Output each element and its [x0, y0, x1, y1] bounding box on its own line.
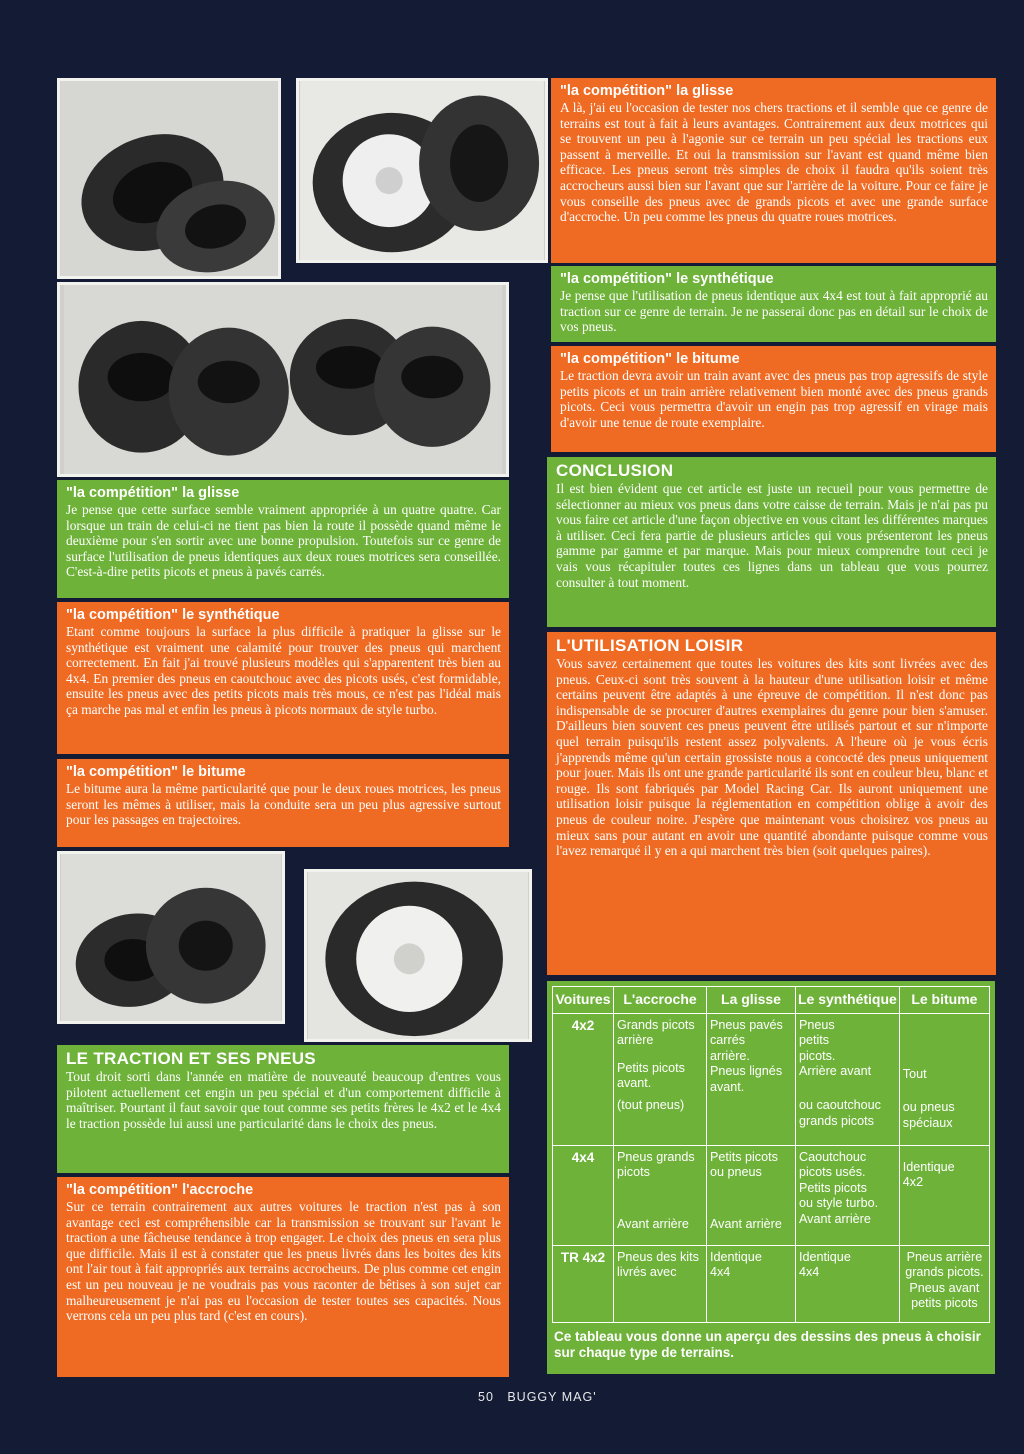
cell-text: arrière [617, 1033, 654, 1048]
tyre-photo-image [299, 81, 545, 260]
table-header: La glisse [707, 987, 796, 1014]
table-cell [899, 1145, 989, 1245]
table-row-label: TR 4x2 [553, 1245, 614, 1322]
cell-text: Pneus grands [617, 1149, 695, 1164]
cell-text: grands picots. [905, 1265, 984, 1280]
tyre-photo-image [307, 872, 529, 1039]
cell-text: Grands picots [617, 1017, 695, 1032]
cell-text: petits picots [911, 1296, 978, 1311]
table-header-row [553, 987, 990, 1014]
photo-tyre-white-wheel-2 [304, 869, 532, 1042]
cell-text: Petits picots [617, 1060, 685, 1075]
section-utilisation-loisir [547, 632, 996, 975]
table-header: Le synthétique [796, 987, 900, 1014]
cell-text: ou caoutchouc [799, 1097, 881, 1112]
section-body: Etant comme toujours la surface la plus difficile à pratiquer la glisse sur le synthétique est vraiment une calamité pour trouver des pneus qui marchent correctement. En fait j'ai trouvé plusieurs modèles qui s'apparentent très bien au 4x4. En premier des pneus en caoutchouc avec des picots usés, c'est formidable, ensuite les pneus avec des petits picots mais très mous, ce n'est pas l'idéal mais ça marche pas mal et enfin les pneus à picots normaux de style turbo. [66, 624, 501, 717]
table-cell [614, 1013, 707, 1145]
table-header: L'accroche [614, 987, 707, 1014]
magazine-name: BUGGY MAG' [507, 1390, 597, 1404]
table-caption: Ce tableau vous donne un aperçu des dessins des pneus à choisir sur chaque type de terrains. [554, 1328, 981, 1360]
section-heading: "la compétition" la glisse [66, 485, 240, 501]
cell-text: carrés [710, 1033, 745, 1048]
cell-text: ou pneus [710, 1165, 762, 1180]
cell-text: Identique [799, 1249, 851, 1264]
cell-text: 4x4 [710, 1265, 731, 1280]
table-cell [796, 1013, 900, 1145]
section-body: Vous savez certainement que toutes les voitures des kits sont livrées avec des pneus. Ceux-ci sont très souvent à la hauteur d'une utilisation loisir et même certains peuvent être adaptés à une épreuve de compétition. Il n'est donc pas indispensable de se procurer d'autres exemplaires du genre pour bien s'amuser. D'ailleurs bien souvent ces pneus peuvent être utilisés partout et sur n'importe quel terrain puisqu'ils restent assez polyvalents. A l'heure où je vous écris j'apprends même qu'un certain grossiste nous a concocté des pneus uniquement pour jouer. Mais ils ont une grande particularité ils sont en couleur bleu, blanc et rouge. Ils sont fabriqués par Model Racing Car. Ils auront uniquement une utilisation loisir puisque la réglementation en compétition oblige à avoir des pneus de couleur noire. J'espère que maintenant vous choisirez vos pneus au mieux sans pour autant en avoir une quantité abondante puisque comme vous l'avez remarqué il y en a qui marchent très bien (soit quelques paires). [556, 656, 988, 859]
cell-text: Caoutchouc [799, 1149, 867, 1164]
section-heading: "la compétition" l'accroche [66, 1182, 254, 1198]
section-competition-glisse-right [551, 78, 996, 263]
cell-text: Pneus [799, 1017, 835, 1032]
table-cell [614, 1245, 707, 1322]
section-body: Le traction devra avoir un train avant avec des pneus pas trop agressifs de style petits picots et un train arrière relativement bien monté avec des pneus grands picots. Ceci vous permettra d'avoir un engin pas trop agressif en virage mais d'avoir une tenue de route exemplaire. [560, 368, 988, 430]
tyre-photo-image [60, 285, 506, 474]
section-competition-accroche [57, 1177, 509, 1377]
section-heading: "la compétition" le bitume [66, 764, 246, 780]
table-row [553, 1245, 990, 1322]
cell-text: Avant arrière [710, 1216, 782, 1231]
cell-text: Arrière avant [799, 1064, 872, 1079]
cell-text: Pneus lignés [710, 1064, 783, 1079]
cell-text: Avant arrière [617, 1216, 689, 1231]
cell-text: picots [617, 1165, 650, 1180]
table-row [553, 1013, 990, 1145]
cell-text: grands picots [799, 1113, 874, 1128]
section-body: Je pense que l'utilisation de pneus identique aux 4x4 est tout à fait approprié au traction sur ce genre de terrain. Je ne passerai donc pas en détail sur le choix de vos pneus. [560, 288, 988, 335]
cell-text: avant. [617, 1076, 652, 1091]
table-cell [614, 1145, 707, 1245]
cell-text: livrés avec [617, 1265, 677, 1280]
photo-tyres-pair-2 [57, 851, 285, 1024]
section-traction-pneus [57, 1045, 509, 1173]
table-row-label: 4x4 [553, 1145, 614, 1245]
cell-text: ou style turbo. [799, 1196, 879, 1211]
table-header: Voitures [553, 987, 614, 1014]
section-body: A là, j'ai eu l'occasion de tester nos chers tractions et il semble que ce genre de terrains est tout à fait à leurs avantages. Contrairement aux deux motrices qui se trouvent un peu à l'agonie sur ce terrain un peu spécial les tractions eux passent à merveille. Et oui la transmission sur l'avant est quand même bien efficace. Les pneus seront très simples de choix il faudra qu'ils soient très accrocheurs aussi bien sur l'avant que sur l'arrière de la voiture. Pour ce faire je vous conseille des pneus avec de grands picots et avec une grande surface d'accroche. Un peu comme les pneus du quatre roues motrices. [560, 100, 988, 225]
cell-text: 4x2 [902, 1175, 924, 1190]
section-competition-bitume-left [57, 759, 509, 847]
cell-text: Pneus pavés [710, 1017, 783, 1032]
page-number: 50 [478, 1390, 494, 1404]
table-row [553, 1145, 990, 1245]
cell-text: Pneus arrière [906, 1249, 983, 1264]
section-body: Il est bien évident que cet article est juste un recueil pour vous permettre de sélectionner au mieux vos pneus dans votre caisse de terrain. Mais je n'ai pas pu vous faire cet article d'une façon objective en vous citant les différentes marques à utiliser. Ceci fera partie de plusieurs articles qui vous présenteront les pneus gamme par gamme et par marque. Mais pour mieux comprendre tout ceci je vais vous récapituler toutes ces lignes dans un tableau que vous pourrez consulter à tout moment. [556, 481, 988, 590]
section-heading: "la compétition" le synthétique [560, 271, 774, 287]
table-cell [899, 1245, 989, 1322]
section-heading: LE TRACTION ET SES PNEUS [66, 1049, 316, 1068]
page-footer [478, 1390, 597, 1404]
section-body: Le bitume aura la même particularité que pour le deux roues motrices, les pneus seront les mêmes à utiliser, mais la conduite sera un peu plus agressive surtout pour les passages en trajectoires. [66, 781, 501, 828]
section-competition-bitume-right [551, 346, 996, 452]
cell-text: Pneus des kits [617, 1249, 699, 1264]
cell-text: Petits picots [710, 1149, 778, 1164]
cell-text: petits [799, 1033, 830, 1048]
cell-text: (tout pneus) [617, 1097, 685, 1112]
section-heading: "la compétition" la glisse [560, 83, 734, 99]
cell-text: 4x4 [799, 1265, 820, 1280]
cell-text: picots. [799, 1048, 836, 1063]
cell-text: Identique [710, 1249, 762, 1264]
tyre-photo-image [60, 854, 282, 1021]
table-cell [707, 1013, 796, 1145]
table-row-label: 4x2 [553, 1013, 614, 1145]
table-cell [707, 1145, 796, 1245]
cell-text: Tout [902, 1066, 927, 1081]
section-conclusion [547, 457, 996, 627]
cell-text: arrière. [710, 1048, 750, 1063]
tyre-choice-table-box [547, 981, 995, 1374]
section-heading: L'UTILISATION LOISIR [556, 636, 744, 655]
photo-tyres-four [57, 282, 509, 477]
cell-text: spéciaux [902, 1115, 953, 1130]
table-cell [899, 1013, 989, 1145]
photo-tyres-white-wheel [296, 78, 548, 263]
section-body: Je pense que cette surface semble vraiment appropriée à un quatre quatre. Car lorsque un train de celui-ci ne tient pas bien la route il possède quand même le deuxième pour s'en sortir avec une bonne propulsion. Toutefois sur ce genre de surface l'utilisation de pneus identiques aux deux roues motrices sera conseillée. C'est-à-dire petits picots et pneus à pavés carrés. [66, 502, 501, 580]
cell-text: Identique [902, 1159, 955, 1174]
cell-text: Pneus avant [909, 1280, 980, 1295]
section-body: Tout droit sorti dans l'année en matière de nouveauté beaucoup d'entres vous pilotent actuellement cet engin un peu spécial et d'un comportement difficile à maîtriser. Pourtant il faut savoir que tout comme ses petits frères le 4x2 et le 4x4 le traction possède lui aussi une particularité dans le choix des pneus. [66, 1069, 501, 1131]
section-competition-glisse-left [57, 480, 509, 598]
section-heading: "la compétition" le synthétique [66, 607, 280, 623]
cell-text: ou pneus [902, 1100, 955, 1115]
tyre-photo-image [60, 81, 278, 276]
cell-text: picots usés. [799, 1165, 866, 1180]
section-competition-synthetique-right [551, 266, 996, 342]
section-body: Sur ce terrain contrairement aux autres voitures le traction n'est pas à son avantage ceci est compréhensible car la transmission se trouvant sur l'avant le traction a une fâcheuse tendance à trop engager. Le choix des pneus en sera plus que difficile. Mais il est à constater que les pneus livrés dans les boites des kits ont l'air tout à fait appropriés aux terrains accrocheurs. De plus comme cet engin est un peu nouveau je ne voudrais pas vous raconter de bêtises à son sujet car malheureusement je n'ai pas eu l'occasion de tester toutes ses capacités. Nous verrons cela un peu plus tard (c'est en cours). [66, 1199, 501, 1324]
section-competition-synthetique-left [57, 602, 509, 754]
section-heading: CONCLUSION [556, 461, 674, 480]
cell-text: Petits picots [799, 1180, 867, 1195]
cell-text: Avant arrière [799, 1211, 871, 1226]
tyre-choice-table [552, 986, 990, 1323]
table-header: Le bitume [899, 987, 989, 1014]
table-cell [796, 1145, 900, 1245]
cell-text: avant. [710, 1079, 745, 1094]
table-cell [707, 1245, 796, 1322]
table-cell [796, 1245, 900, 1322]
photo-tyres-pair-1 [57, 78, 281, 279]
section-heading: "la compétition" le bitume [560, 351, 740, 367]
